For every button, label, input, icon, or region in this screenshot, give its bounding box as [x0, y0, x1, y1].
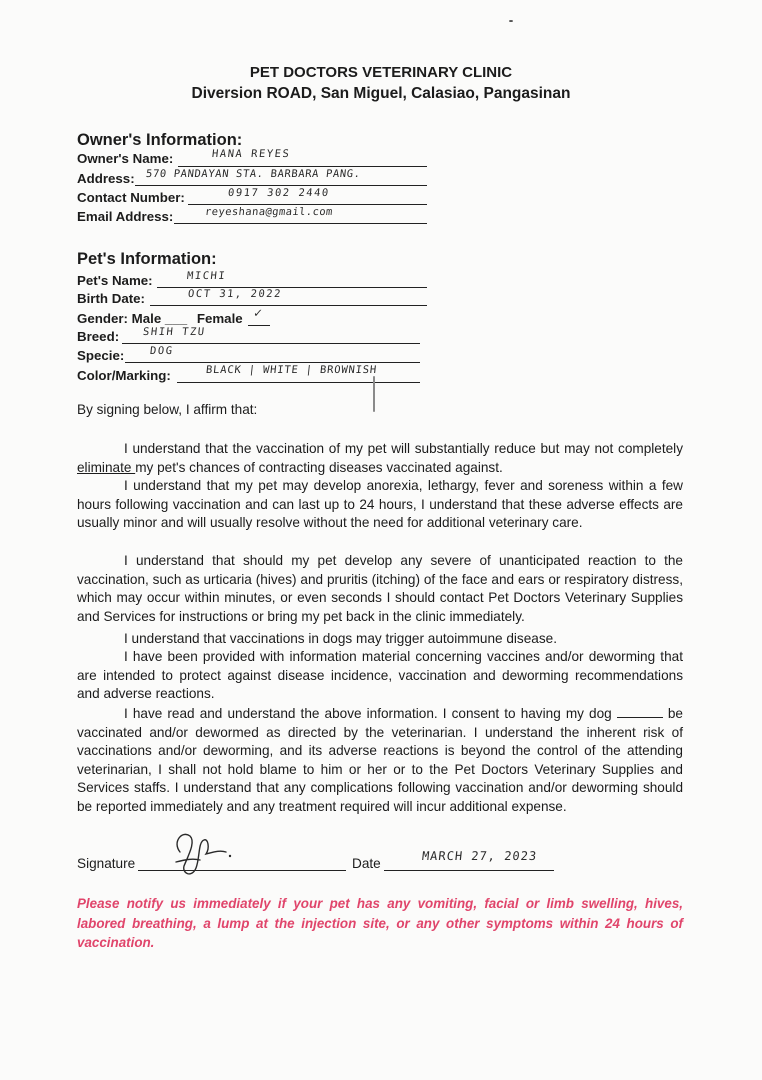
owner-address-value[interactable]: 570 PANDAYAN STA. BARBARA PANG.: [145, 168, 362, 180]
gender-female-label: Female: [196, 311, 243, 326]
scan-speck: [509, 20, 513, 22]
pet-breed-value[interactable]: SHIH TZU: [142, 326, 207, 338]
pet-color-value[interactable]: BLACK | WHITE | BROWNISH: [205, 364, 378, 376]
pet-name-value[interactable]: MICHI: [186, 270, 227, 282]
owner-email-value[interactable]: reyeshana@gmail.com: [204, 206, 334, 218]
consent-paragraph-3: I understand that should my pet develop any severe of unanticipated reaction to the vaccination, such as urticaria (hives) and pruritis (itching) of the face and ears or respiratory distress, which may occur within minutes, or even seconds I should contact Pet Doctors Veterinary Supplies and Services for instructions or bring my pet back in the clinic immediately.: [77, 553, 683, 624]
owner-contact-label: Contact Number:: [77, 190, 185, 205]
date-label: Date: [352, 856, 381, 871]
pet-specie-line: [125, 362, 420, 363]
pet-breed-label: Breed:: [77, 329, 120, 344]
owner-name-row: [77, 151, 173, 166]
pet-specie-value[interactable]: DOG: [149, 345, 175, 357]
date-line[interactable]: [384, 870, 554, 871]
owner-address-line: [135, 185, 427, 186]
gender-female-line: [248, 325, 270, 326]
owner-contact-value[interactable]: 0917 302 2440: [227, 187, 331, 199]
pet-section-title: Pet's Information:: [77, 250, 217, 268]
consent-paragraph-1: I understand that the vaccination of my pet will substantially reduce but may not completely eliminate my pet's chances of contracting diseases vaccinated against.: [77, 441, 683, 475]
gender-male-label: Gender: Male ___: [77, 311, 188, 326]
signature-label: Signature: [77, 856, 136, 871]
pet-birth-line: [150, 305, 427, 306]
gender-female-check[interactable]: ✓: [253, 306, 265, 321]
dog-name-blank[interactable]: [617, 706, 663, 718]
owner-address-row: [77, 171, 135, 186]
pet-name-label: Pet's Name:: [77, 273, 153, 288]
owner-section-title: Owner's Information:: [77, 131, 243, 149]
signature-scribble: [168, 822, 238, 884]
owner-contact-row: [77, 190, 185, 205]
owner-email-label: Email Address:: [77, 209, 174, 224]
pet-color-label: Color/Marking:: [77, 368, 171, 383]
pet-specie-label: Specie:: [77, 348, 125, 363]
consent-paragraph-6: I have read and understand the above information. I consent to having my dog be vaccinated and/or dewormed as directed by the veterinarian. I understand the inherent risk of vaccinations and/or deworming, and its adverse reactions is beyond the control of the attending veterinarian, I shall not hold blame to him or her or to the Pet Doctors Veterinary Supplies and Services staffs. I understand that any complications following vaccination and/or deworming should be reported immediately and any treatment required will incur additional expense.: [77, 706, 683, 814]
consent-paragraph-5: I have been provided with information material concerning vaccines and/or deworming that are intended to protect against disease incidence, vaccination and deworming recommendations and adverse reactions.: [77, 649, 683, 702]
pet-color-line: [177, 382, 420, 383]
pet-breed-row: [77, 329, 119, 344]
clinic-address: Diversion ROAD, San Miguel, Calasiao, Pangasinan: [191, 85, 571, 102]
pet-birth-value[interactable]: OCT 31, 2022: [187, 288, 283, 300]
consent-paragraph-4: I understand that vaccinations in dogs may trigger autoimmune disease.: [124, 631, 557, 646]
pet-color-row: [77, 368, 171, 383]
owner-email-row: [77, 209, 173, 224]
owner-name-label: Owner's Name:: [77, 151, 174, 166]
consent-paragraph-2: I understand that my pet may develop anorexia, lethargy, fever and soreness within a few hours following vaccination and can last up to 24 hours, I understand that these adverse effects are usually minor and will usually resolve without the need for additional veterinary care.: [77, 478, 683, 531]
pet-specie-row: [77, 348, 124, 363]
date-value[interactable]: MARCH 27, 2023: [421, 849, 538, 863]
affirm-intro: By signing below, I affirm that:: [77, 402, 258, 417]
owner-address-label: Address:: [77, 171, 135, 186]
owner-email-line: [174, 223, 427, 224]
pet-gender-row: [77, 311, 243, 326]
notice-text: Please notify us immediately if your pet has any vomiting, facial or limb swelling, hives, labored breathing, a lump at the injection site, or any other symptoms within 24 hours of vaccination.: [77, 896, 683, 950]
owner-name-value[interactable]: HANA REYES: [211, 148, 291, 160]
eliminate-underlined: eliminate: [77, 459, 136, 475]
owner-contact-line: [188, 204, 427, 205]
pen-mark: [373, 376, 375, 412]
pet-birth-row: [77, 291, 145, 306]
pet-breed-line: [122, 343, 420, 344]
pet-birth-label: Birth Date:: [77, 291, 145, 306]
owner-name-line: [178, 166, 427, 167]
clinic-name: PET DOCTORS VETERINARY CLINIC: [249, 64, 513, 81]
pet-name-row: [77, 273, 153, 288]
